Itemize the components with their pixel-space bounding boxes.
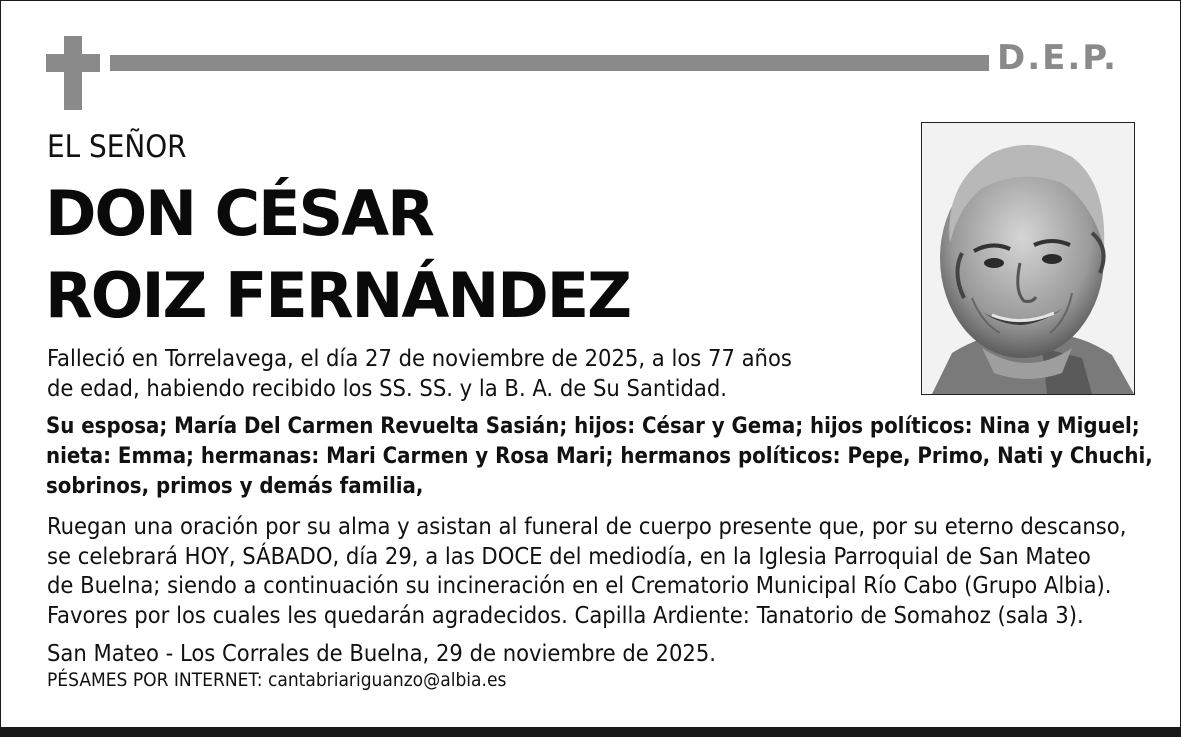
- dep-label: D.E.P.: [997, 38, 1118, 78]
- family-line: nieta: Emma; hermanas: Mari Carmen y Rosa Mari; hermanos políticos: Pepe, Primo, Nati y Chuchi,: [46, 444, 1153, 469]
- deceased-name-line2: ROIZ FERNÁNDEZ: [45, 259, 631, 332]
- family-list: [46, 412, 1153, 502]
- death-notice-line: Falleció en Torrelavega, el día 27 de noviembre de 2025, a los 77 años: [47, 344, 792, 372]
- funeral-line: se celebrará HOY, SÁBADO, día 29, a las DOCE del mediodía, en la Iglesia Parroquial de San Mateo: [47, 541, 1091, 570]
- family-line: sobrinos, primos y demás familia,: [46, 474, 424, 499]
- funeral-line: de Buelna; siendo a continuación su incineración en el Crematorio Municipal Río Cabo (Grupo Albia).: [47, 571, 1112, 599]
- funeral-line: Favores por los cuales les quedarán agradecidos. Capilla Ardiente: Tanatorio de Somahoz (sala 3).: [47, 600, 1084, 629]
- place-date: San Mateo - Los Corrales de Buelna, 29 de noviembre de 2025.: [47, 639, 717, 667]
- footer: [47, 639, 716, 693]
- cross-icon: [46, 36, 100, 110]
- honorific: EL SEÑOR: [47, 129, 187, 165]
- deceased-name-line1: DON CÉSAR: [45, 177, 433, 250]
- funeral-line: Ruegan una oración por su alma y asistan al funeral de cuerpo presente que, por su eterno descanso,: [47, 512, 1127, 540]
- bottom-rule: [0, 727, 1181, 737]
- header-rule: [110, 55, 989, 71]
- condolences-line: PÉSAMES POR INTERNET: cantabriariguanzo@albia.es: [47, 669, 507, 691]
- family-line: Su esposa; María Del Carmen Revuelta Sasián; hijos: César y Gema; hijos políticos: Nina y Miguel;: [46, 414, 1140, 439]
- portrait-photo: [921, 122, 1135, 395]
- death-notice: [47, 344, 792, 403]
- funeral-details: [47, 512, 1126, 630]
- death-notice-line: de edad, habiendo recibido los SS. SS. y la B. A. de Su Santidad.: [47, 373, 727, 402]
